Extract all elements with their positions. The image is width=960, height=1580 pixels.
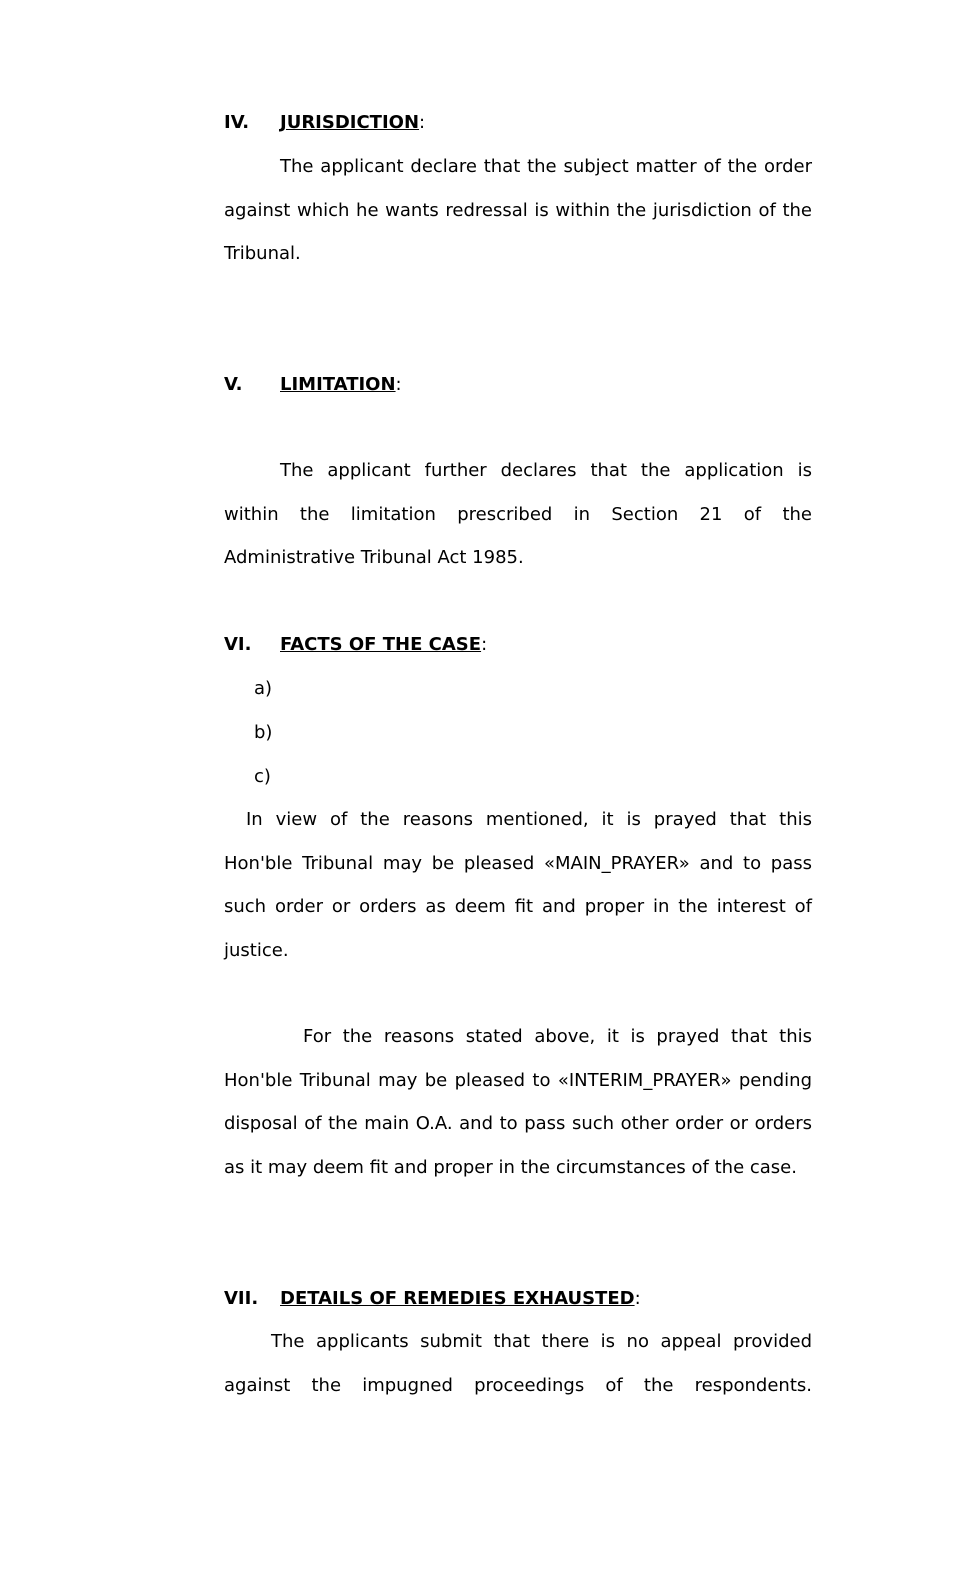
section-heading-facts <box>224 634 487 656</box>
jurisdiction-paragraph: The applicant declare that the subject matter of the order against which he wants redressal is within the jurisdiction of the Tribunal. <box>224 156 812 265</box>
facts-item-b: b) <box>254 722 273 743</box>
heading-colon: : <box>481 634 488 655</box>
section-number: VII. <box>224 1288 259 1309</box>
heading-colon: : <box>634 1288 641 1309</box>
section-heading-jurisdiction <box>224 112 425 134</box>
section-number: V. <box>224 374 243 395</box>
heading-underline <box>224 634 481 655</box>
section-title: DETAILS OF REMEDIES EXHAUSTED <box>280 1288 635 1309</box>
heading-colon: : <box>395 374 402 395</box>
heading-underline <box>224 112 419 133</box>
heading-underline <box>224 1288 635 1309</box>
limitation-paragraph: The applicant further declares that the application is within the limitation prescribed in Section 21 of the Administrative Tribunal Act 1985. <box>224 460 812 569</box>
interim-prayer-paragraph: For the reasons stated above, it is prayed that this Hon'ble Tribunal may be pleased to «INTERIM_PRAYER» pending disposal of the main O.A. and to pass such other order or orders as it may deem fit and proper in the circumstances of the case. <box>224 1026 812 1178</box>
heading-underline <box>224 374 396 395</box>
section-title: FACTS OF THE CASE <box>280 634 482 655</box>
section-number: VI. <box>224 634 252 655</box>
remedies-paragraph: The applicants submit that there is no appeal provided against the impugned proceedings of the respondents. <box>224 1331 812 1396</box>
facts-item-a: a) <box>254 678 273 699</box>
facts-item-c: c) <box>254 766 271 787</box>
heading-colon: : <box>419 112 426 133</box>
section-heading-limitation <box>224 374 402 396</box>
section-title: LIMITATION <box>280 374 396 395</box>
section-title: JURISDICTION <box>280 112 420 133</box>
section-number: IV. <box>224 112 250 133</box>
main-prayer-paragraph: In view of the reasons mentioned, it is prayed that this Hon'ble Tribunal may be pleased «MAIN_PRAYER» and to pass such order or orders as deem fit and proper in the interest of justice. <box>224 809 812 961</box>
section-heading-remedies <box>224 1288 641 1310</box>
